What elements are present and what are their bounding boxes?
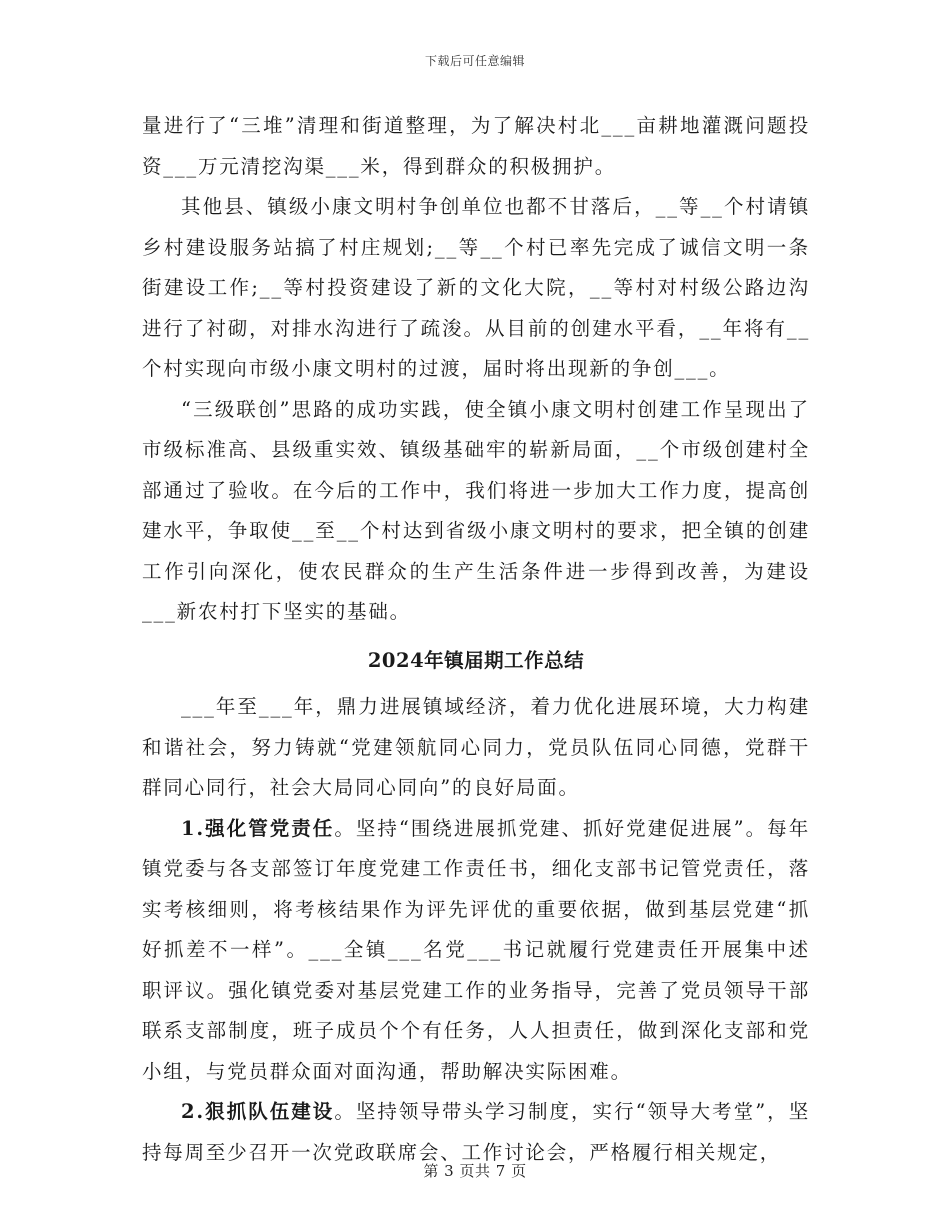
paragraph-three-level: “三级联创”思路的成功实践，使全镇小康文明村创建工作呈现出了市级标准高、县级重实效、镇级基础牢的崭新局面，__个市级创建村全部通过了验收。在今后的工作中，我们将进一步加大工作力度，提高创建水平，争取使__至__个村达到省级小康文明村的要求，把全镇的创建工作引向深化，使农民群众的生产生活条件进一步得到改善，为建设___新农村打下坚实的基础。 xyxy=(142,397,810,623)
section-heading: 2024年镇届期工作总结 xyxy=(367,648,585,672)
paragraph-party-responsibility xyxy=(142,809,810,1093)
document-body xyxy=(142,106,810,1173)
item-title-team-building: 2.狠抓队伍建设 xyxy=(181,1100,335,1123)
item-text-team-building: 。坚持领导带头学习制度，实行“领导大考堂”，坚持每周至少召开一次党政联席会、工作讨论会，严格履行相关规定， xyxy=(142,1100,810,1164)
page-header-note: 下载后可任意编辑 xyxy=(424,54,525,68)
paragraph-intro: ___年至___年，鼎力进展镇域经济，着力优化进展环境，大力构建和谐社会，努力铸就“党建领航同心同力，党员队伍同心同德，党群干群同心同行，社会大局同心同向”的良好局面。 xyxy=(142,695,810,799)
item-title-party-responsibility: 1.强化管党责任 xyxy=(181,816,335,840)
item-text-party-responsibility: 。坚持“围绕进展抓党建、抓好党建促进展”。每年镇党委与各支部签订年度党建工作责任书，细化支部书记管党责任，落实考核细则，将考核结果作为评先评优的重要依据，做到基层党建“抓好抓差不一样”。___全镇___名党___书记就履行党建责任开展集中述职评议。强化镇党委对基层党建工作的业务指导，完善了党员领导干部联系支部制度，班子成员个个有任务，人人担责任，做到深化支部和党小组，与党员群众面对面沟通，帮助解决实际困难。 xyxy=(142,816,810,1083)
paragraph-continuation: 量进行了“三堆”清理和街道整理，为了解决村北___亩耕地灌溉问题投资___万元清挖沟渠___米，得到群众的积极拥护。 xyxy=(142,114,810,178)
paragraph-other-villages: 其他县、镇级小康文明村争创单位也都不甘落后，__等__个村请镇乡村建设服务站搞了村庄规划;__等__个村已率先完成了诚信文明一条街建设工作;__等村投资建设了新的文化大院，__等村对村级公路边沟进行了衬砌，对排水沟进行了疏浚。从目前的创建水平看，__年将有__个村实现向市级小康文明村的过渡，届时将出现新的争创___。 xyxy=(142,195,810,380)
page-number: 第 3 页共 7 页 xyxy=(423,1162,527,1180)
